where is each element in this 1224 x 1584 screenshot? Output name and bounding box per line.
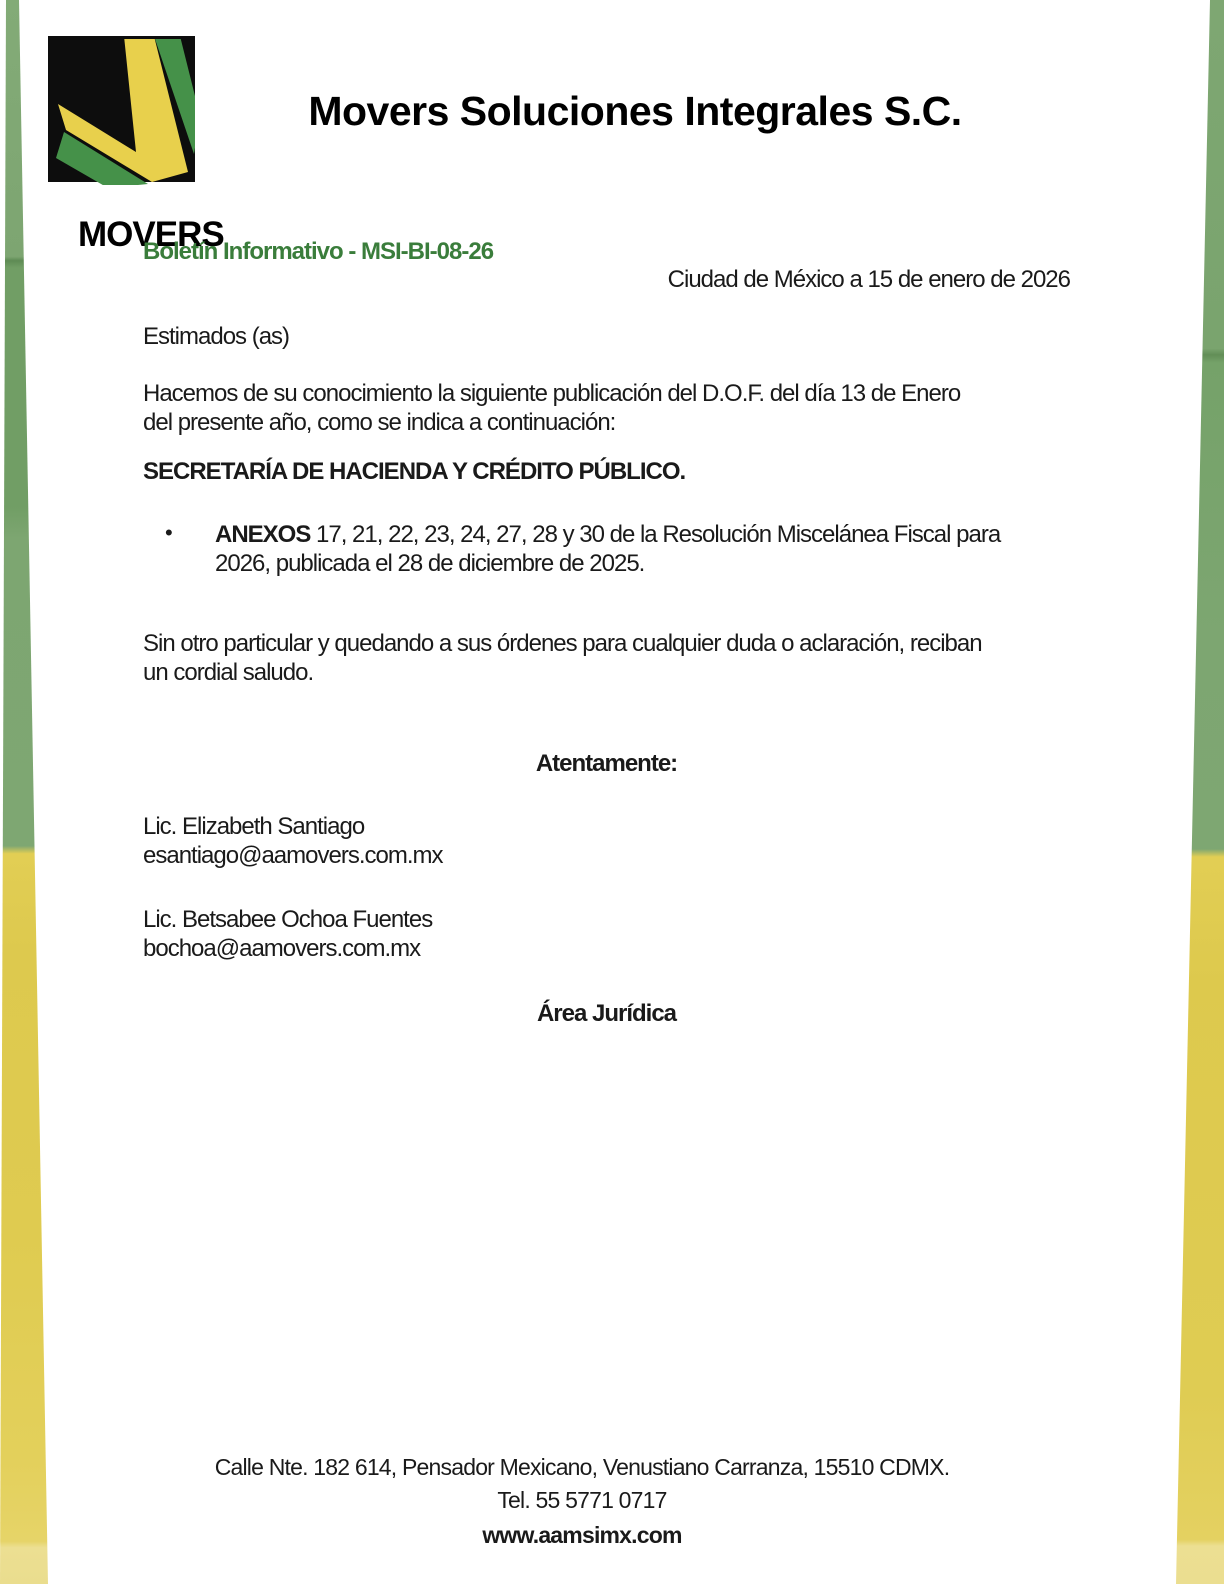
bullet-line-1 — [215, 520, 1070, 549]
intro-paragraph — [143, 379, 1070, 437]
footer-phone: Tel. 55 5771 0717 — [497, 1487, 667, 1513]
department-title: Área Jurídica — [536, 1000, 677, 1027]
bullet-bold-prefix: ANEXOS — [215, 521, 311, 548]
section-heading: SECRETARÍA DE HACIENDA Y CRÉDITO PÚBLICO. — [143, 458, 686, 485]
signoff: Atentamente: — [535, 750, 678, 777]
bullet-line-1-text: 17, 21, 22, 23, 24, 27, 28 y 30 de la Resolución Miscelánea Fiscal para — [310, 521, 1001, 548]
signatory-1-name: Lic. Elizabeth Santiago — [143, 813, 365, 840]
signatory-2-email: bochoa@aamovers.com.mx — [143, 935, 421, 962]
company-name-title: Movers Soluciones Integrales S.C. — [308, 88, 962, 134]
left-edge-ribbon — [0, 0, 48, 1584]
bullet-marker: • — [165, 520, 172, 545]
bulletin-heading: Boletín Informativo - MSI-BI-08-26 — [143, 238, 494, 265]
intro-line-1: Hacemos de su conocimiento la siguiente publicación del D.O.F. del día 13 de Enero — [143, 380, 961, 407]
closing-line-2: un cordial saludo. — [143, 659, 314, 686]
footer-website: www.aamsimx.com — [482, 1522, 682, 1548]
signatory-1-email: esantiago@aamovers.com.mx — [143, 842, 443, 869]
logo-wordmark: MOVERS — [78, 215, 224, 254]
date-line: Ciudad de México a 15 de enero de 2026 — [667, 266, 1070, 293]
logo-checkmark-icon — [40, 33, 195, 185]
signatory-1 — [143, 812, 1070, 870]
closing-paragraph — [143, 629, 1070, 687]
intro-line-2: del presente año, como se indica a continuación: — [143, 409, 616, 436]
salutation: Estimados (as) — [143, 323, 290, 350]
bullet-item — [143, 520, 1070, 578]
right-edge-ribbon — [1176, 0, 1224, 1584]
closing-line-1: Sin otro particular y quedando a sus órdenes para cualquier duda o aclaración, reciban — [143, 630, 982, 657]
signatory-2-name: Lic. Betsabee Ochoa Fuentes — [143, 906, 433, 933]
signatory-2 — [143, 905, 1070, 963]
footer-address: Calle Nte. 182 614, Pensador Mexicano, Venustiano Carranza, 15510 CDMX. — [214, 1454, 950, 1480]
company-logo — [40, 33, 224, 254]
bullet-line-2: 2026, publicada el 28 de diciembre de 2025. — [215, 550, 645, 577]
